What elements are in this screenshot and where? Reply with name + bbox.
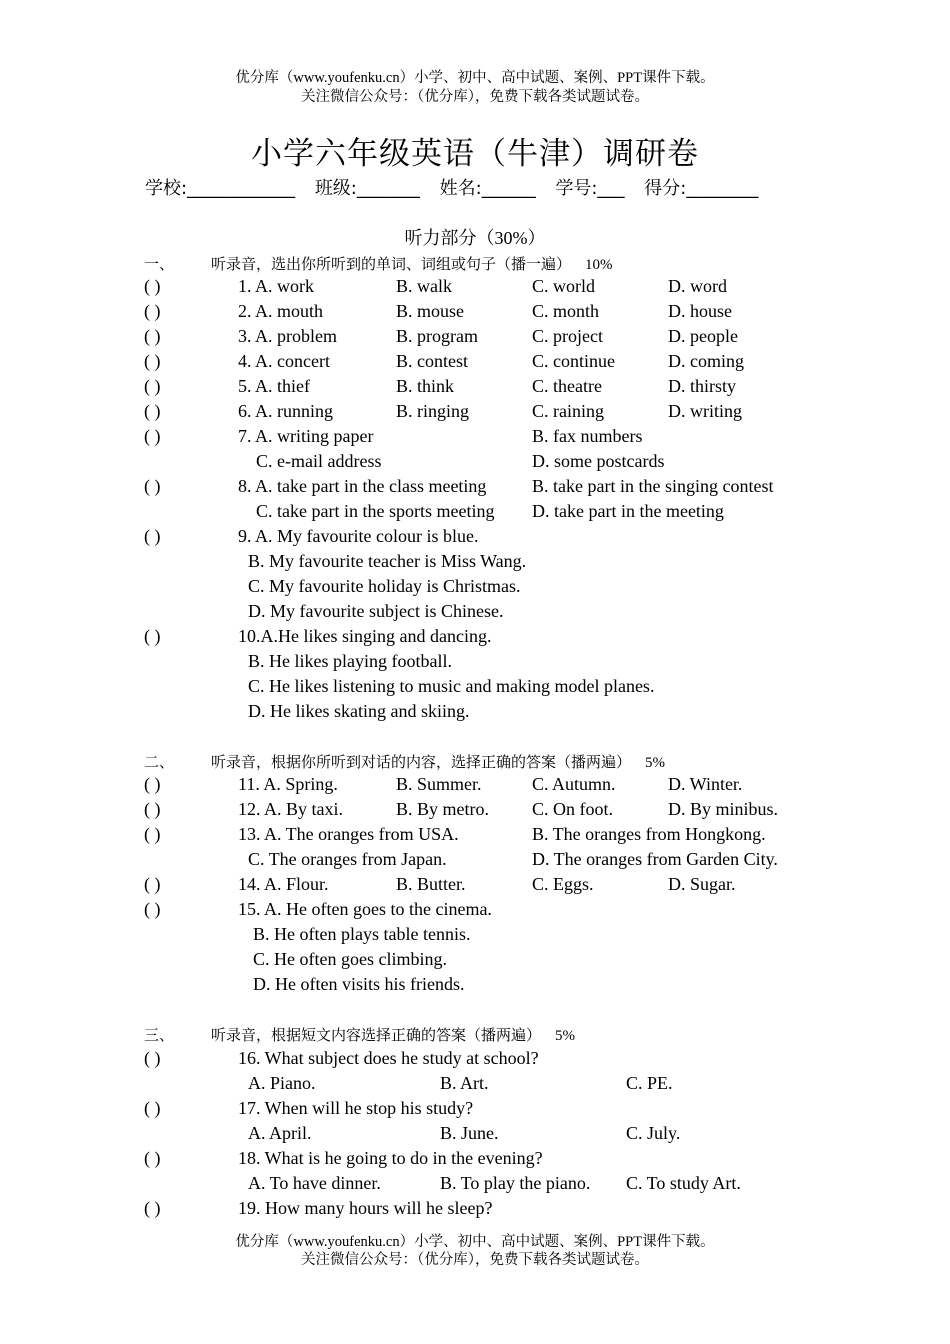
q9-option-b: B. My favourite teacher is Miss Wang.	[248, 551, 527, 571]
answer-blank-16[interactable]: ( )	[144, 1048, 161, 1068]
q2-option-c: C. month	[532, 301, 600, 321]
q9-option-d: D. My favourite subject is Chinese.	[248, 601, 504, 621]
q10-option-b: B. He likes playing football.	[248, 651, 452, 671]
section-1-text: 听录音，选出你所听到的单词、词组或句子（播一遍）	[211, 255, 572, 273]
q7-option-d: D. some postcards	[532, 451, 665, 471]
answer-blank-17[interactable]: ( )	[144, 1098, 161, 1118]
q6-option-b: B. ringing	[396, 401, 470, 421]
q18-option-a: A. To have dinner.	[248, 1173, 381, 1193]
school-field[interactable]: 学校:____________	[145, 178, 296, 199]
q15-option-a: 15. A. He often goes to the cinema.	[238, 899, 492, 919]
q16-option-b: B. Art.	[440, 1073, 489, 1093]
page-title: 小学六年级英语（牛津）调研卷	[251, 136, 699, 172]
section-2-text: 听录音，根据你所听到对话的内容，选择正确的答案（播两遍）	[211, 753, 632, 771]
q1-option-b: B. walk	[396, 276, 452, 296]
q3-option-a: 3. A. problem	[238, 326, 337, 346]
section-1-percent: 10%	[585, 257, 613, 273]
q16-option-c: C. PE.	[626, 1073, 673, 1093]
q3-option-b: B. program	[396, 326, 478, 346]
q8-option-d: D. take part in the meeting	[532, 501, 724, 521]
header-line-1: 优分库（www.youfenku.cn）小学、初中、高中试题、案例、PPT课件下载。	[235, 70, 715, 86]
q17-option-c: C. July.	[626, 1123, 681, 1143]
q13-option-d: D. The oranges from Garden City.	[532, 849, 778, 869]
q15-option-c: C. He often goes climbing.	[253, 949, 447, 969]
answer-blank-9[interactable]: ( )	[144, 526, 161, 546]
q12-option-d: D. By minibus.	[668, 799, 779, 819]
q11-option-a: 11. A. Spring.	[238, 774, 338, 794]
answer-blank-8[interactable]: ( )	[144, 476, 161, 496]
q7-option-b: B. fax numbers	[532, 426, 643, 446]
number-field[interactable]: 学号:___	[555, 178, 625, 199]
q3-option-c: C. project	[532, 326, 603, 346]
answer-blank-12[interactable]: ( )	[144, 799, 161, 819]
q5-option-c: C. theatre	[532, 376, 602, 396]
section-2-instruction	[211, 751, 665, 772]
q16-question: 16. What subject does he study at school?	[238, 1048, 539, 1068]
answer-blank-18[interactable]: ( )	[144, 1148, 161, 1168]
student-info	[145, 174, 772, 200]
answer-blank-4[interactable]: ( )	[144, 351, 161, 371]
section-3-text: 听录音，根据短文内容选择正确的答案（播两遍）	[211, 1026, 542, 1044]
q14-option-d: D. Sugar.	[668, 874, 736, 894]
answer-blank-11[interactable]: ( )	[144, 774, 161, 794]
answer-blank-14[interactable]: ( )	[144, 874, 161, 894]
q18-question: 18. What is he going to do in the evening?	[238, 1148, 543, 1168]
score-field[interactable]: 得分:________	[644, 178, 759, 199]
q6-option-d: D. writing	[668, 401, 742, 421]
q2-option-b: B. mouse	[396, 301, 465, 321]
answer-blank-13[interactable]: ( )	[144, 824, 161, 844]
q3-option-d: D. people	[668, 326, 738, 346]
q9-option-c: C. My favourite holiday is Christmas.	[248, 576, 521, 596]
q13-option-a: 13. A. The oranges from USA.	[238, 824, 459, 844]
q15-option-d: D. He often visits his friends.	[253, 974, 465, 994]
answer-blank-7[interactable]: ( )	[144, 426, 161, 446]
class-field[interactable]: 班级:_______	[314, 178, 420, 199]
q18-option-c: C. To study Art.	[626, 1173, 741, 1193]
answer-blank-1[interactable]: ( )	[144, 276, 161, 296]
q4-option-d: D. coming	[668, 351, 744, 371]
q9-option-a: 9. A. My favourite colour is blue.	[238, 526, 479, 546]
q1-option-a: 1. A. work	[238, 276, 314, 296]
q7-option-a: 7. A. writing paper	[238, 426, 374, 446]
q19-question: 19. How many hours will he sleep?	[238, 1198, 493, 1218]
section-3-instruction	[211, 1024, 575, 1045]
section-1-number: 一、	[144, 255, 175, 273]
q13-option-c: C. The oranges from Japan.	[248, 849, 447, 869]
q4-option-b: B. contest	[396, 351, 468, 371]
q7-option-c: C. e-mail address	[256, 451, 382, 471]
answer-blank-15[interactable]: ( )	[144, 899, 161, 919]
q18-option-b: B. To play the piano.	[440, 1173, 591, 1193]
q10-option-c: C. He likes listening to music and making model planes.	[248, 676, 655, 696]
q5-option-b: B. think	[396, 376, 455, 396]
q12-option-b: B. By metro.	[396, 799, 489, 819]
q4-option-a: 4. A. concert	[238, 351, 330, 371]
q8-option-c: C. take part in the sports meeting	[256, 501, 495, 521]
section-3-number: 三、	[144, 1026, 175, 1044]
q4-option-c: C. continue	[532, 351, 615, 371]
name-field[interactable]: 姓名:______	[439, 178, 536, 199]
q11-option-c: C. Autumn.	[532, 774, 616, 794]
q14-option-a: 14. A. Flour.	[238, 874, 329, 894]
part-title: 听力部分（30%）	[404, 228, 546, 248]
answer-blank-6[interactable]: ( )	[144, 401, 161, 421]
section-2-percent: 5%	[645, 755, 666, 771]
q6-option-a: 6. A. running	[238, 401, 334, 421]
answer-blank-19[interactable]: ( )	[144, 1198, 161, 1218]
q1-option-d: D. word	[668, 276, 727, 296]
q17-question: 17. When will he stop his study?	[238, 1098, 474, 1118]
footer-line-1: 优分库（www.youfenku.cn）小学、初中、高中试题、案例、PPT课件下载。	[235, 1234, 715, 1250]
q5-option-a: 5. A. thief	[238, 376, 310, 396]
q6-option-c: C. raining	[532, 401, 604, 421]
q2-option-d: D. house	[668, 301, 732, 321]
q1-option-c: C. world	[532, 276, 595, 296]
q12-option-c: C. On foot.	[532, 799, 613, 819]
answer-blank-5[interactable]: ( )	[144, 376, 161, 396]
section-3-percent: 5%	[555, 1028, 576, 1044]
q8-option-a: 8. A. take part in the class meeting	[238, 476, 487, 496]
answer-blank-3[interactable]: ( )	[144, 326, 161, 346]
q17-option-a: A. April.	[248, 1123, 312, 1143]
q11-option-b: B. Summer.	[396, 774, 482, 794]
q11-option-d: D. Winter.	[668, 774, 743, 794]
q15-option-b: B. He often plays table tennis.	[253, 924, 471, 944]
q17-option-b: B. June.	[440, 1123, 499, 1143]
footer-line-2: 关注微信公众号：（优分库），免费下载各类试题试卷。	[301, 1252, 649, 1268]
section-1-instruction	[211, 253, 613, 274]
section-2-number: 二、	[144, 753, 175, 771]
header-line-2: 关注微信公众号：（优分库），免费下载各类试题试卷。	[301, 89, 649, 105]
q14-option-c: C. Eggs.	[532, 874, 594, 894]
q2-option-a: 2. A. mouth	[238, 301, 324, 321]
answer-blank-10[interactable]: ( )	[144, 626, 161, 646]
q10-option-a: 10.A.He likes singing and dancing.	[238, 626, 492, 646]
q16-option-a: A. Piano.	[248, 1073, 316, 1093]
q12-option-a: 12. A. By taxi.	[238, 799, 344, 819]
q8-option-b: B. take part in the singing contest	[532, 476, 774, 496]
q10-option-d: D. He likes skating and skiing.	[248, 701, 470, 721]
q5-option-d: D. thirsty	[668, 376, 737, 396]
q14-option-b: B. Butter.	[396, 874, 466, 894]
q13-option-b: B. The oranges from Hongkong.	[532, 824, 766, 844]
answer-blank-2[interactable]: ( )	[144, 301, 161, 321]
